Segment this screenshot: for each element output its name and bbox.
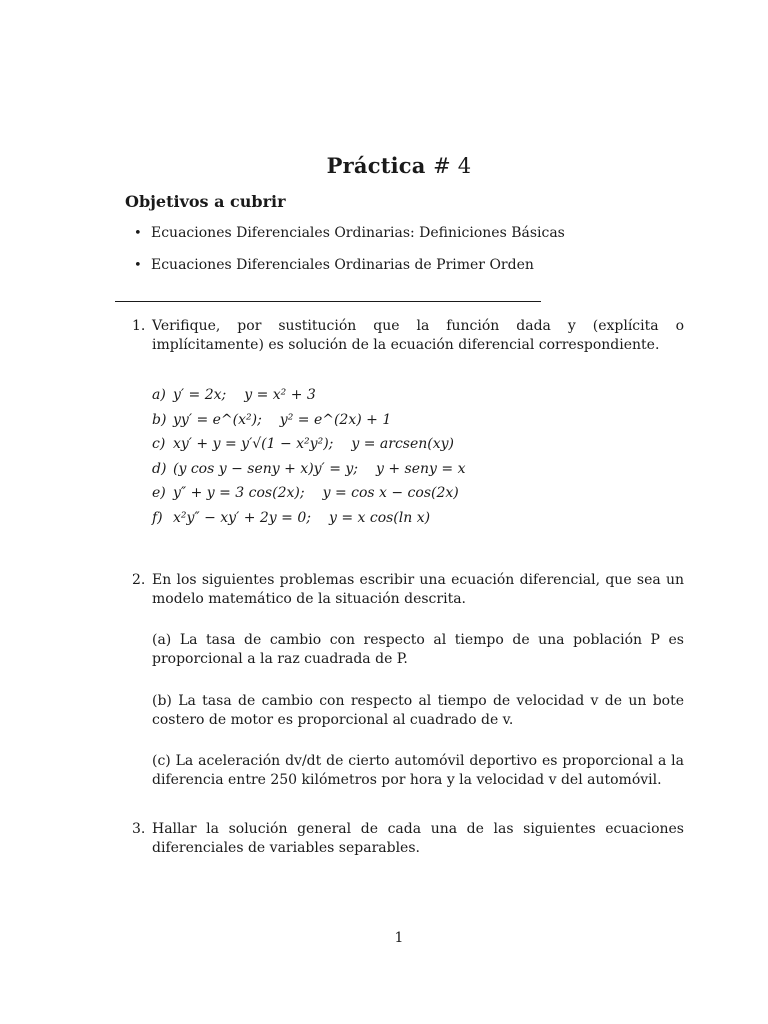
item-label: e) [152,485,166,502]
objective-text: Ecuaciones Diferenciales Ordinarias de Primer Orden [151,257,534,273]
subproblem-a: (a) La tasa de cambio con respecto al tiempo de una población P es proporcional a la raz cuadrada de P. [152,632,684,667]
item-label: b) [152,411,167,428]
item-label: f) [152,509,163,526]
differential-equation: y″ + y = 3 cos(2x); [173,485,305,502]
problem-2 [132,571,684,609]
problem-statement: Verifique, por sustitución que la función dada y (explícita o implícitamente) es solución de la ecuación diferencial correspondiente. [152,318,684,353]
objective-text: Ecuaciones Diferenciales Ordinarias: Definiciones Básicas [151,225,565,241]
bullet-icon: • [134,226,142,241]
equation-list [152,385,465,533]
page-number: 1 [394,930,404,946]
solution-function: y = arcsen(xy) [351,436,455,453]
bullet-icon: • [134,258,142,273]
problem-1 [132,317,684,355]
subproblem-c: (c) La aceleración dv/dt de cierto automóvil deportivo es proporcional a la diferencia entre 250 kilómetros por hora y la velocidad v del automóvil. [152,753,684,788]
objectives-heading: Objetivos a cubrir [125,192,286,211]
problem-number: 2. [132,572,146,588]
list-item [134,256,565,288]
equation-item [152,434,465,459]
list-item [134,224,565,256]
solution-function: y = cos x − cos(2x) [322,485,459,502]
problem-statement: En los siguientes problemas escribir una ecuación diferencial, que sea un modelo matemático de la situación descrita. [152,572,684,607]
differential-equation: xy′ + y = y′√(1 − x²y²); [173,436,334,453]
problem-number: 3. [132,821,146,837]
item-label: c) [152,436,166,453]
title-text: Práctica [326,153,426,178]
item-label: a) [152,387,166,403]
solution-function: y = x cos(ln x) [328,509,431,526]
differential-equation: x²y″ − xy′ + 2y = 0; [173,509,311,526]
subproblem-b: (b) La tasa de cambio con respecto al tiempo de velocidad v de un bote costero de motor es proporcional al cuadrado de v. [152,693,684,728]
solution-function: y = x² + 3 [244,387,316,403]
equation-item [152,410,465,435]
equation-item [152,459,465,484]
title-number: # 4 [433,154,472,178]
problem-3 [132,820,684,858]
item-label: d) [152,460,167,477]
equation-item [152,508,465,533]
problem-number: 1. [132,318,146,334]
problem-statement: Hallar la solución general de cada una de las siguientes ecuaciones diferenciales de variables separables. [152,821,684,856]
equation-item [152,385,465,410]
differential-equation: (y cos y − seny + x)y′ = y; [173,460,358,477]
objectives-list [134,224,565,288]
solution-function: y² = e^(2x) + 1 [279,411,392,428]
differential-equation: yy′ = e^(x²); [173,411,262,428]
solution-function: y + seny = x [376,460,466,477]
equation-item [152,483,465,508]
horizontal-divider [115,301,541,302]
differential-equation: y′ = 2x; [173,387,227,403]
page-title [0,153,768,178]
